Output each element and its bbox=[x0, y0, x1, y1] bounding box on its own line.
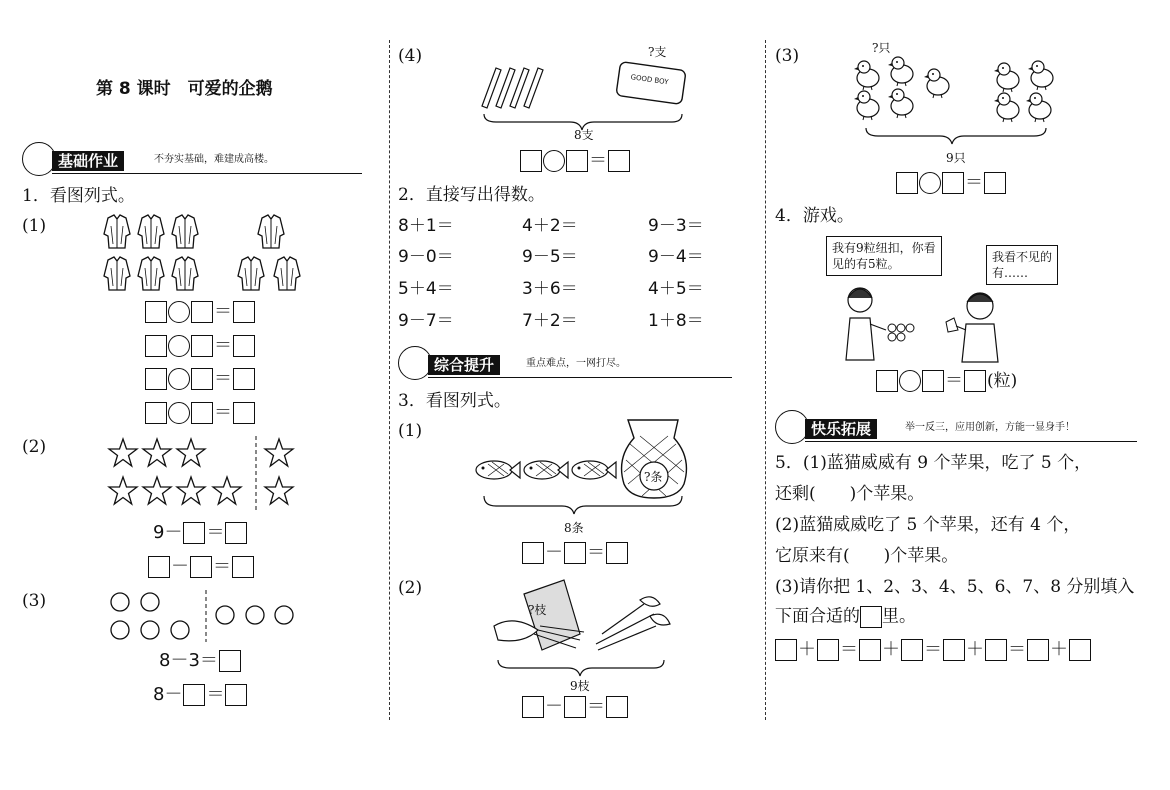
answer-box[interactable] bbox=[943, 639, 965, 661]
jacket-icon bbox=[172, 257, 198, 290]
answer-box[interactable] bbox=[1027, 639, 1049, 661]
jacket-icon bbox=[172, 215, 198, 248]
fish-and-jar-picture bbox=[470, 414, 700, 538]
star-icon bbox=[177, 439, 205, 466]
children-picture bbox=[830, 276, 1030, 368]
q3-part1-label: (1) bbox=[398, 421, 423, 441]
svg-text:9枝: 9枝 bbox=[570, 679, 590, 693]
mascot-icon bbox=[775, 410, 809, 444]
svg-text:?条: ?条 bbox=[644, 470, 663, 484]
answer-box[interactable] bbox=[145, 301, 167, 323]
speech-bubble-girl: 我有9粒纽扣，你看 见的有5粒。 bbox=[826, 236, 942, 276]
chick-icon bbox=[888, 57, 913, 86]
svg-text:?支: ?支 bbox=[648, 45, 667, 59]
q2-item: 9－4＝ bbox=[648, 247, 704, 267]
jacket-icon bbox=[104, 215, 130, 248]
operator-circle[interactable] bbox=[919, 172, 941, 194]
hand-icon bbox=[946, 318, 958, 332]
answer-box[interactable] bbox=[225, 684, 247, 706]
column-divider-right bbox=[765, 40, 766, 720]
answer-box[interactable] bbox=[191, 402, 213, 424]
answer-box[interactable] bbox=[233, 402, 255, 424]
svg-text:8支: 8支 bbox=[574, 128, 594, 140]
answer-box[interactable] bbox=[233, 335, 255, 357]
jacket-icon bbox=[104, 257, 130, 290]
q3p2-equation: － ＝ bbox=[522, 696, 628, 720]
q5-equation-chain: ＋ ＝ ＋ ＝ ＋ ＝ ＋ bbox=[775, 639, 1091, 663]
q5-line-6: 下面合适的 里。 bbox=[775, 606, 916, 627]
answer-box[interactable] bbox=[922, 370, 944, 392]
q5-line-1: 5．(1)蓝猫威威有 9 个苹果，吃了 5 个， bbox=[775, 453, 1092, 473]
operator-circle[interactable] bbox=[168, 335, 190, 357]
fish-icon bbox=[572, 461, 616, 479]
q5-line-2: 还剩( )个苹果。 bbox=[775, 484, 925, 504]
star-icon bbox=[177, 477, 205, 504]
jacket-icon bbox=[274, 257, 300, 290]
jar-icon bbox=[622, 420, 687, 498]
svg-text:GOOD BOY: GOOD BOY bbox=[630, 73, 669, 87]
boy-icon bbox=[956, 293, 998, 362]
answer-box[interactable] bbox=[190, 556, 212, 578]
pencil-icon bbox=[482, 68, 543, 108]
q1p1-equation-4: ＝ bbox=[145, 402, 255, 426]
operator-circle[interactable] bbox=[899, 370, 921, 392]
svg-text:9只: 9只 bbox=[946, 151, 966, 165]
answer-box[interactable] bbox=[191, 301, 213, 323]
wrapped-bouquet-icon bbox=[494, 580, 584, 650]
answer-box[interactable] bbox=[522, 696, 544, 718]
fish-icon bbox=[476, 461, 520, 479]
q4-heading: 4．游戏。 bbox=[775, 206, 854, 226]
answer-box[interactable] bbox=[191, 335, 213, 357]
jacket-icon bbox=[258, 215, 284, 248]
chick-icon bbox=[1028, 61, 1053, 90]
answer-box[interactable] bbox=[606, 696, 628, 718]
chick-icon bbox=[854, 91, 879, 120]
chick-icon bbox=[888, 89, 913, 118]
q1-heading: 1．看图列式。 bbox=[22, 186, 135, 206]
answer-box[interactable] bbox=[145, 335, 167, 357]
q2-item: 1＋8＝ bbox=[648, 311, 704, 331]
stars-picture bbox=[104, 434, 304, 514]
q1-part1-label: (1) bbox=[22, 216, 47, 236]
pencil-case-icon bbox=[616, 62, 686, 105]
star-icon bbox=[265, 439, 293, 466]
q5-line-4: 它原来有( )个苹果。 bbox=[775, 546, 959, 566]
star-icon bbox=[213, 477, 241, 504]
q1-part4-label: (4) bbox=[398, 46, 423, 66]
answer-box[interactable] bbox=[232, 556, 254, 578]
star-icon bbox=[265, 477, 293, 504]
banner-subtitle: 举一反三，应用创新，方能一显身手！ bbox=[905, 422, 1075, 433]
answer-box[interactable] bbox=[1069, 639, 1091, 661]
svg-text:?枝: ?枝 bbox=[528, 603, 547, 617]
q1p1-equation-2: ＝ bbox=[145, 335, 255, 359]
banner-basic bbox=[22, 148, 362, 174]
chicks-picture bbox=[848, 38, 1058, 168]
chick-icon bbox=[994, 93, 1019, 122]
q2-item: 4＋5＝ bbox=[648, 279, 704, 299]
fish-icon bbox=[524, 461, 568, 479]
column-divider-left bbox=[389, 40, 390, 720]
buttons-icon bbox=[888, 324, 914, 341]
answer-box[interactable] bbox=[896, 172, 918, 194]
jacket-icon bbox=[238, 257, 264, 290]
q3p1-equation: － ＝ bbox=[522, 542, 628, 566]
answer-box[interactable] bbox=[183, 684, 205, 706]
loose-flowers-icon bbox=[596, 597, 670, 650]
banner-label: 快乐拓展 bbox=[805, 419, 877, 439]
banner-subtitle: 不夯实基础，难建成高楼。 bbox=[154, 154, 274, 165]
answer-box[interactable] bbox=[183, 522, 205, 544]
answer-box[interactable] bbox=[522, 542, 544, 564]
speech-bubble-boy: 我看不见的 有…… bbox=[986, 245, 1058, 285]
q2-item: 3＋6＝ bbox=[522, 279, 578, 299]
q1p1-equation-3: ＝ bbox=[145, 368, 255, 392]
answer-box[interactable] bbox=[985, 639, 1007, 661]
answer-box[interactable] bbox=[942, 172, 964, 194]
mascot-icon bbox=[398, 346, 432, 380]
answer-box bbox=[860, 606, 882, 628]
answer-box[interactable] bbox=[145, 368, 167, 390]
answer-box[interactable] bbox=[775, 639, 797, 661]
chick-icon bbox=[854, 61, 879, 90]
star-icon bbox=[109, 439, 137, 466]
answer-box[interactable] bbox=[817, 639, 839, 661]
chick-icon bbox=[924, 69, 949, 98]
pencils-and-case-picture bbox=[470, 40, 700, 140]
answer-box[interactable] bbox=[566, 150, 588, 172]
answer-box[interactable] bbox=[984, 172, 1006, 194]
answer-box[interactable] bbox=[145, 402, 167, 424]
answer-box[interactable] bbox=[191, 368, 213, 390]
banner-subtitle: 重点难点，一网打尽。 bbox=[526, 358, 626, 369]
operator-circle[interactable] bbox=[168, 368, 190, 390]
answer-box[interactable] bbox=[520, 150, 542, 172]
q1p1-equation-1: ＝ bbox=[145, 301, 255, 325]
q3-heading: 3．看图列式。 bbox=[398, 391, 511, 411]
q4-equation: ＝ (粒) bbox=[876, 370, 1018, 394]
flowers-picture bbox=[484, 574, 684, 694]
q2-item: 7＋2＝ bbox=[522, 311, 578, 331]
jacket-icon bbox=[138, 257, 164, 290]
answer-box[interactable] bbox=[859, 639, 881, 661]
jacket-icon bbox=[138, 215, 164, 248]
q2-item: 8＋1＝ bbox=[398, 216, 454, 236]
page-title: 第 8 课时 可爱的企鹅 bbox=[96, 79, 273, 99]
q2-item: 9－0＝ bbox=[398, 247, 454, 267]
banner-label: 基础作业 bbox=[52, 151, 124, 171]
q2-item: 9－5＝ bbox=[522, 247, 578, 267]
banner-comprehensive bbox=[398, 352, 732, 378]
answer-box[interactable] bbox=[233, 368, 255, 390]
banner-extend bbox=[775, 416, 1137, 442]
q3-part3-label: (3) bbox=[775, 46, 800, 66]
q5-line-5: (3)请你把 1、2、3、4、5、6、7、8 分别填入 bbox=[775, 577, 1135, 597]
answer-box[interactable] bbox=[219, 650, 241, 672]
answer-box[interactable] bbox=[233, 301, 255, 323]
q1-part3-label: (3) bbox=[22, 591, 47, 611]
q3-part2-label: (2) bbox=[398, 578, 423, 598]
q1p4-equation: ＝ bbox=[520, 150, 630, 174]
answer-box[interactable] bbox=[564, 696, 586, 718]
q2-item: 5＋4＝ bbox=[398, 279, 454, 299]
girl-icon bbox=[846, 288, 886, 360]
q1p3-equation-1: 8－3＝ bbox=[158, 650, 241, 674]
star-icon bbox=[109, 477, 137, 504]
answer-box[interactable] bbox=[564, 542, 586, 564]
circles-picture bbox=[108, 588, 300, 644]
q2-item: 9－7＝ bbox=[398, 311, 454, 331]
svg-text:?只: ?只 bbox=[872, 41, 891, 55]
chick-icon bbox=[1026, 93, 1051, 122]
q2p2-equation-1: 9－ ＝ bbox=[152, 522, 247, 546]
q2-item: 4＋2＝ bbox=[522, 216, 578, 236]
mascot-icon bbox=[22, 142, 56, 176]
q1p3-equation-2: 8－ ＝ bbox=[152, 684, 247, 708]
star-icon bbox=[143, 439, 171, 466]
answer-box[interactable] bbox=[606, 542, 628, 564]
operator-circle[interactable] bbox=[168, 402, 190, 424]
jacket-picture bbox=[100, 212, 310, 294]
answer-box[interactable] bbox=[901, 639, 923, 661]
answer-box[interactable] bbox=[876, 370, 898, 392]
operator-circle[interactable] bbox=[168, 301, 190, 323]
q1p2-equation-2: － ＝ bbox=[148, 556, 254, 580]
banner-label: 综合提升 bbox=[428, 355, 500, 375]
q2-item: 9－3＝ bbox=[648, 216, 704, 236]
q3p3-equation: ＝ bbox=[896, 172, 1006, 196]
answer-box[interactable] bbox=[148, 556, 170, 578]
operator-circle[interactable] bbox=[543, 150, 565, 172]
svg-text:8条: 8条 bbox=[564, 521, 584, 535]
answer-box[interactable] bbox=[225, 522, 247, 544]
chick-icon bbox=[994, 63, 1019, 92]
q2-heading: 2．直接写出得数。 bbox=[398, 185, 545, 205]
q5-line-3: (2)蓝猫威威吃了 5 个苹果，还有 4 个， bbox=[775, 515, 1081, 535]
q1-part2-label: (2) bbox=[22, 437, 47, 457]
star-icon bbox=[143, 477, 171, 504]
answer-box[interactable] bbox=[964, 370, 986, 392]
unit-label: (粒) bbox=[987, 371, 1018, 391]
answer-box[interactable] bbox=[608, 150, 630, 172]
